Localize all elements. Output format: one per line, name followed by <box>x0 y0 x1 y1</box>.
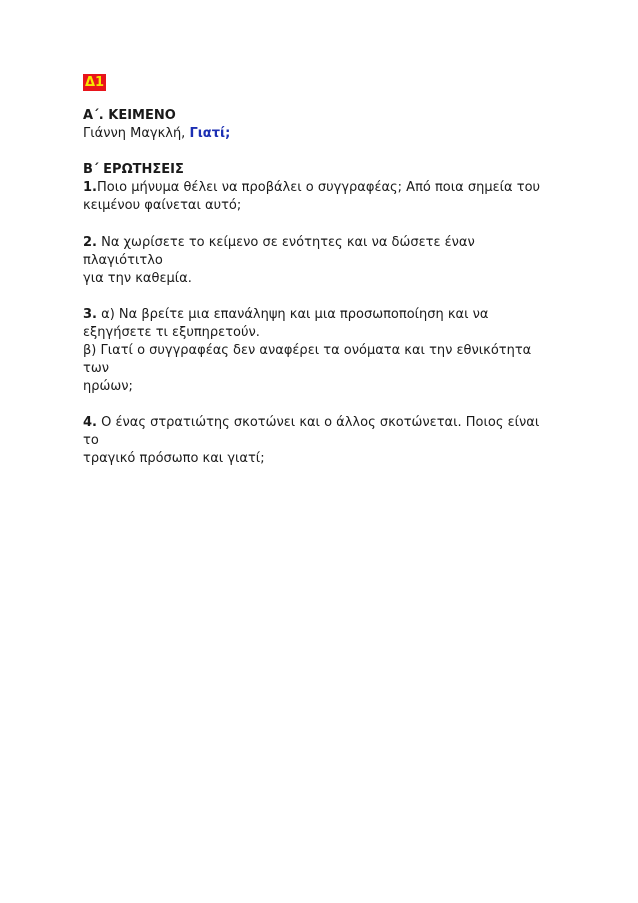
text-title: Γιατί; <box>189 126 231 141</box>
question-1-number: 1. <box>83 180 97 195</box>
question-3-text-line3: β) Γιατί ο συγγραφέας δεν αναφέρει τα ονόματα και την εθνικότητα των <box>83 343 532 376</box>
question-1-text-line2: κειμένου φαίνεται αυτό; <box>83 198 242 213</box>
question-2-number: 2. <box>83 235 97 250</box>
author-name: Γιάννη Μαγκλή, <box>83 126 186 141</box>
question-4-number: 4. <box>83 415 97 430</box>
tag-line <box>83 74 553 92</box>
question-2 <box>83 234 553 288</box>
question-2-text-line2: για την καθεμία. <box>83 271 192 286</box>
section-tag: Δ1 <box>85 75 105 90</box>
document-page <box>83 74 553 468</box>
section-b-heading: Β΄ ΕΡΩΤΗΣΕΙΣ <box>83 162 184 177</box>
question-3-text-line1: α) Να βρείτε μια επανάληψη και μια προσωποποίηση και να <box>101 307 489 322</box>
question-4-text-line2: τραγικό πρόσωπο και γιατί; <box>83 451 265 466</box>
question-3 <box>83 306 553 396</box>
question-2-text-line1: Να χωρίσετε το κείμενο σε ενότητες και να δώσετε έναν πλαγιότιτλο <box>83 235 475 268</box>
question-4-text-line1: Ο ένας στρατιώτης σκοτώνει και ο άλλος σκοτώνεται. Ποιος είναι το <box>83 415 540 448</box>
question-3-text-line2: εξηγήσετε τι εξυπηρετούν. <box>83 325 260 340</box>
question-1 <box>83 179 553 215</box>
question-4 <box>83 414 553 468</box>
source-line <box>83 125 553 143</box>
section-a-heading: Α΄. ΚΕΙΜΕΝΟ <box>83 108 176 123</box>
question-3-number: 3. <box>83 307 97 322</box>
question-3-text-line4: ηρώων; <box>83 379 133 394</box>
question-1-text-line1: Ποιο μήνυμα θέλει να προβάλει ο συγγραφέας; Από ποια σημεία του <box>96 180 541 195</box>
